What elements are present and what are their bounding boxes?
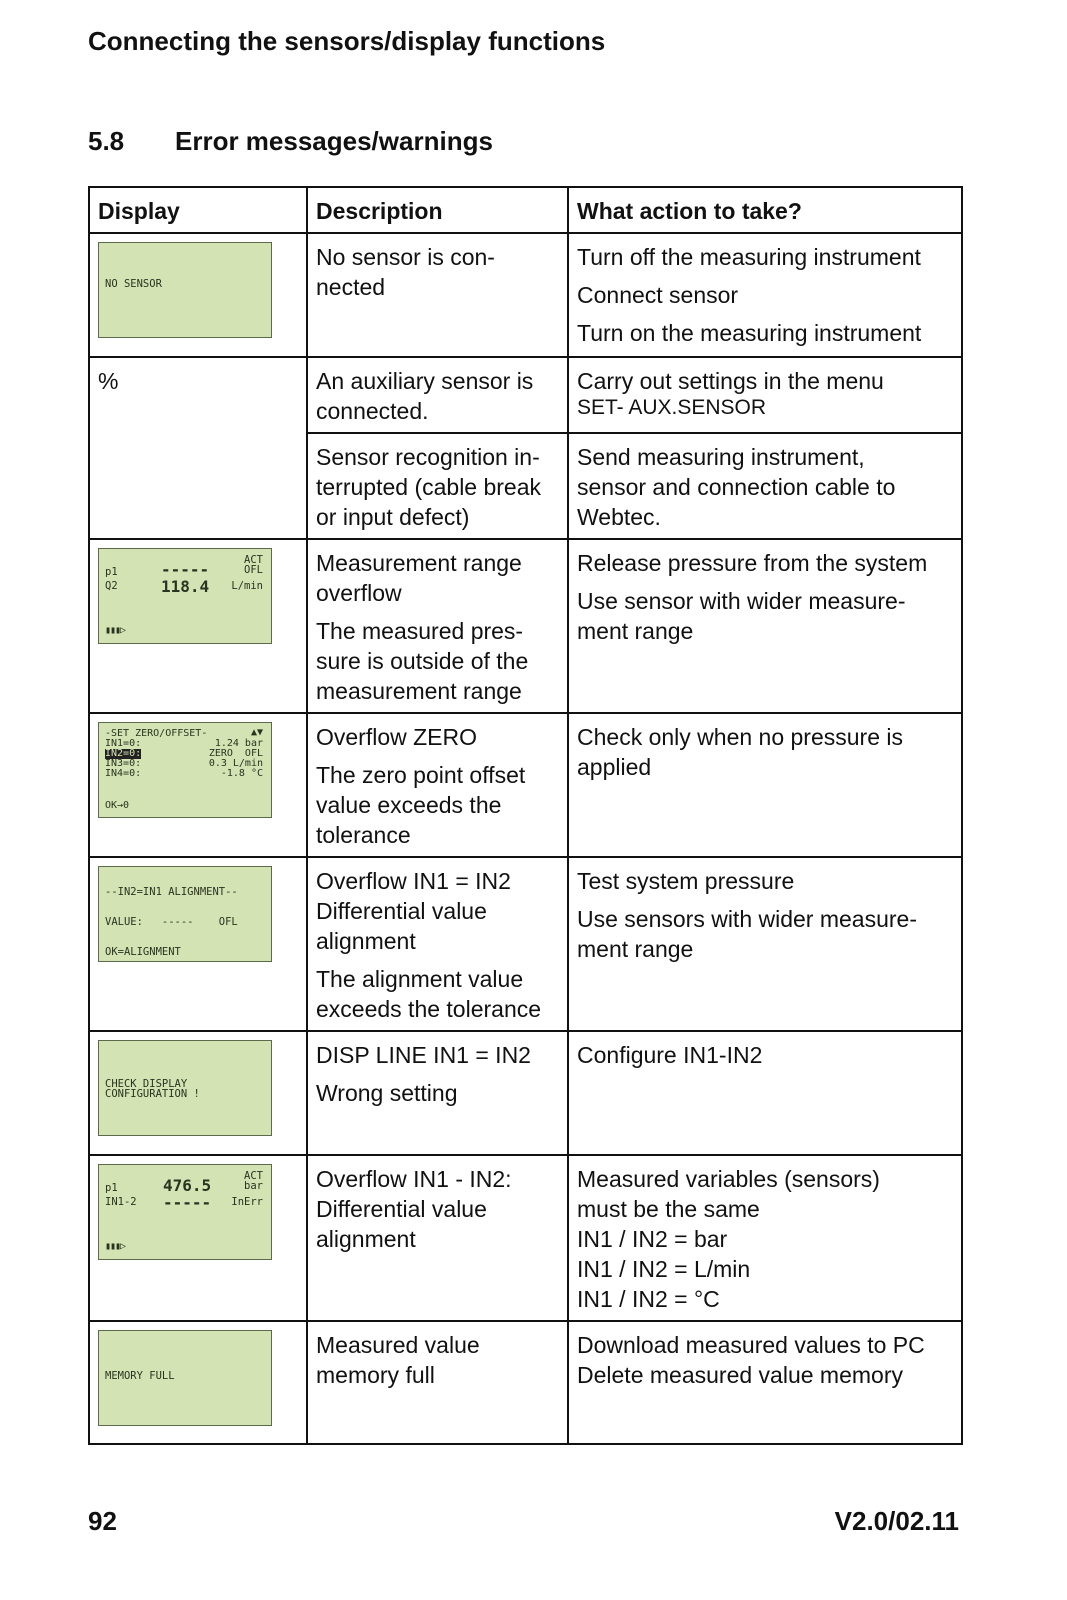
description-line: or input defect) <box>316 504 470 530</box>
lcd-row-value: 1.24 bar <box>214 738 263 749</box>
table-row <box>89 1321 962 1444</box>
description-cell <box>307 1321 568 1444</box>
lcd-display-zero-offset <box>98 722 272 818</box>
display-cell <box>89 1321 307 1444</box>
lcd-display-differential <box>98 1164 272 1260</box>
display-cell <box>89 713 307 857</box>
lcd-row-value: ZERO OFL <box>208 748 263 759</box>
lcd-row-value: 0.3 L/min <box>208 758 263 769</box>
table-row <box>89 1031 962 1155</box>
lcd-row-label-selected: IN2=0: <box>105 748 142 759</box>
action-line: Connect sensor <box>577 282 739 308</box>
description-line: The alignment value <box>316 966 524 992</box>
action-line: Carry out settings in the menu <box>577 368 884 394</box>
description-line: Measured value <box>316 1332 480 1358</box>
action-line: Test system pressure <box>577 868 795 894</box>
action-line: sensor and connection cable to <box>577 474 896 500</box>
description-line: Wrong setting <box>316 1080 458 1106</box>
action-line: applied <box>577 754 652 780</box>
lcd-text: NO SENSOR <box>105 278 162 290</box>
lcd-value: ----- <box>161 560 210 579</box>
lcd-ok-hint: OK→0 <box>105 800 130 811</box>
action-line: ment range <box>577 936 694 962</box>
description-line: Measurement range <box>316 550 522 576</box>
lcd-row-label: IN4=0: <box>105 768 142 779</box>
description-cell <box>307 857 568 1031</box>
lcd-ok-hint: OK=ALIGNMENT <box>105 946 181 958</box>
lcd-unit: L/min <box>231 580 263 592</box>
description-line: sure is outside of the <box>316 648 529 674</box>
description-line: The measured pres- <box>316 618 524 644</box>
description-cell <box>307 713 568 857</box>
action-line: Use sensors with wider measure- <box>577 906 918 932</box>
action-line: must be the same <box>577 1196 760 1222</box>
table-header-row <box>89 187 962 233</box>
lcd-channel-diff: IN1-2 <box>105 1196 137 1208</box>
lcd-value: ----- <box>163 1193 212 1212</box>
description-line: An auxiliary sensor is <box>316 368 534 394</box>
battery-icon: ▮▮▮▷ <box>105 1241 126 1252</box>
action-line: Send measuring instrument, <box>577 444 865 470</box>
description-line: exceeds the tolerance <box>316 996 542 1022</box>
error-messages-table <box>88 186 963 1445</box>
section-number: 5.8 <box>88 126 125 156</box>
description-line: Sensor recognition in- <box>316 444 540 470</box>
description-line: measurement range <box>316 678 522 704</box>
description-line: connected. <box>316 398 429 424</box>
description-cell <box>307 1031 568 1155</box>
display-cell <box>89 357 307 539</box>
lcd-text: MEMORY FULL <box>105 1370 175 1382</box>
lcd-channel-q2: Q2 <box>105 580 118 592</box>
display-cell <box>89 233 307 357</box>
action-cell <box>568 1155 962 1321</box>
action-cell <box>568 357 962 433</box>
description-cell <box>307 357 568 433</box>
action-line: Delete measured value memory <box>577 1362 903 1388</box>
display-symbol: % <box>98 368 119 394</box>
lcd-channel-p1: p1 <box>105 1182 118 1194</box>
lcd-act-label: ACT <box>244 1170 263 1182</box>
lcd-value-line: VALUE: ----- OFL <box>105 916 238 928</box>
display-cell <box>89 857 307 1031</box>
table-row <box>89 857 962 1031</box>
lcd-display-check-config <box>98 1040 272 1136</box>
document-version: V2.0/02.11 <box>834 1506 959 1536</box>
table-row <box>89 357 962 433</box>
action-line: Download measured values to PC <box>577 1332 925 1358</box>
column-header-description: Description <box>307 187 568 233</box>
action-line: Check only when no pressure is <box>577 724 903 750</box>
lcd-row-label: IN1=0: <box>105 738 142 749</box>
lcd-title: -SET ZERO/OFFSET- <box>105 728 208 739</box>
battery-icon: ▮▮▮▷ <box>105 625 126 636</box>
column-header-action: What action to take? <box>568 187 962 233</box>
action-menu-path: SET- AUX.SENSOR <box>577 396 767 419</box>
description-line: The zero point offset <box>316 762 526 788</box>
description-line: terrupted (cable break <box>316 474 542 500</box>
description-line: memory full <box>316 1362 435 1388</box>
lcd-display-range-overflow <box>98 548 272 644</box>
description-line: Overflow IN1 - IN2: <box>316 1166 512 1192</box>
description-line: alignment <box>316 928 416 954</box>
lcd-unit: bar <box>244 1180 263 1192</box>
action-cell <box>568 713 962 857</box>
table-row <box>89 713 962 857</box>
description-line: Differential value <box>316 1196 487 1222</box>
lcd-value: 476.5 <box>163 1176 212 1195</box>
lcd-row-label: IN3=0: <box>105 758 142 769</box>
table-row <box>89 1155 962 1321</box>
description-line: value exceeds the <box>316 792 502 818</box>
lcd-display-alignment <box>98 866 272 962</box>
description-line: tolerance <box>316 822 411 848</box>
description-cell <box>307 233 568 357</box>
table-row <box>89 539 962 713</box>
action-line: Turn on the measuring instrument <box>577 320 922 346</box>
lcd-text: CHECK DISPLAY <box>105 1078 188 1090</box>
action-cell <box>568 1031 962 1155</box>
display-cell <box>89 1155 307 1321</box>
lcd-value: 118.4 <box>161 577 210 596</box>
action-line: IN1 / IN2 = L/min <box>577 1256 751 1282</box>
page-number: 92 <box>88 1506 117 1536</box>
lcd-text: CONFIGURATION ! <box>105 1088 200 1100</box>
lcd-display-no-sensor <box>98 242 272 338</box>
action-line: IN1 / IN2 = bar <box>577 1226 728 1252</box>
action-line: Release pressure from the system <box>577 550 928 576</box>
description-line: alignment <box>316 1226 416 1252</box>
lcd-arrows-icon: ▲▼ <box>250 727 263 738</box>
action-cell <box>568 433 962 539</box>
page-header-title: Connecting the sensors/display functions <box>88 26 606 56</box>
description-line: Overflow IN1 = IN2 <box>316 868 511 894</box>
lcd-channel-p1: p1 <box>105 566 118 578</box>
action-cell <box>568 1321 962 1444</box>
table-row <box>89 233 962 357</box>
description-line: nected <box>316 274 386 300</box>
display-cell <box>89 1031 307 1155</box>
description-cell <box>307 539 568 713</box>
action-cell <box>568 233 962 357</box>
description-line: overflow <box>316 580 402 606</box>
action-line: Measured variables (sensors) <box>577 1166 880 1192</box>
action-line: Use sensor with wider measure- <box>577 588 906 614</box>
lcd-row-value: -1.8 °C <box>220 768 263 779</box>
description-line: Overflow ZERO <box>316 724 478 750</box>
action-cell <box>568 857 962 1031</box>
display-cell <box>89 539 307 713</box>
action-line: Webtec. <box>577 504 661 530</box>
action-line: Configure IN1-IN2 <box>577 1042 763 1068</box>
description-line: Differential value <box>316 898 487 924</box>
lcd-status: InErr <box>231 1196 263 1208</box>
lcd-status: OFL <box>244 564 263 576</box>
description-cell <box>307 433 568 539</box>
section-title: Error messages/warnings <box>175 126 493 156</box>
description-line: DISP LINE IN1 = IN2 <box>316 1042 531 1068</box>
lcd-display-memory-full <box>98 1330 272 1426</box>
action-line: ment range <box>577 618 694 644</box>
lcd-act-label: ACT <box>244 554 263 566</box>
action-line: Turn off the measuring instrument <box>577 244 921 270</box>
description-line: No sensor is con- <box>316 244 495 270</box>
lcd-title: --IN2=IN1 ALIGNMENT-- <box>105 886 238 898</box>
column-header-display: Display <box>89 187 307 233</box>
description-cell <box>307 1155 568 1321</box>
action-line: IN1 / IN2 = °C <box>577 1286 720 1312</box>
action-cell <box>568 539 962 713</box>
section-heading <box>88 126 493 157</box>
